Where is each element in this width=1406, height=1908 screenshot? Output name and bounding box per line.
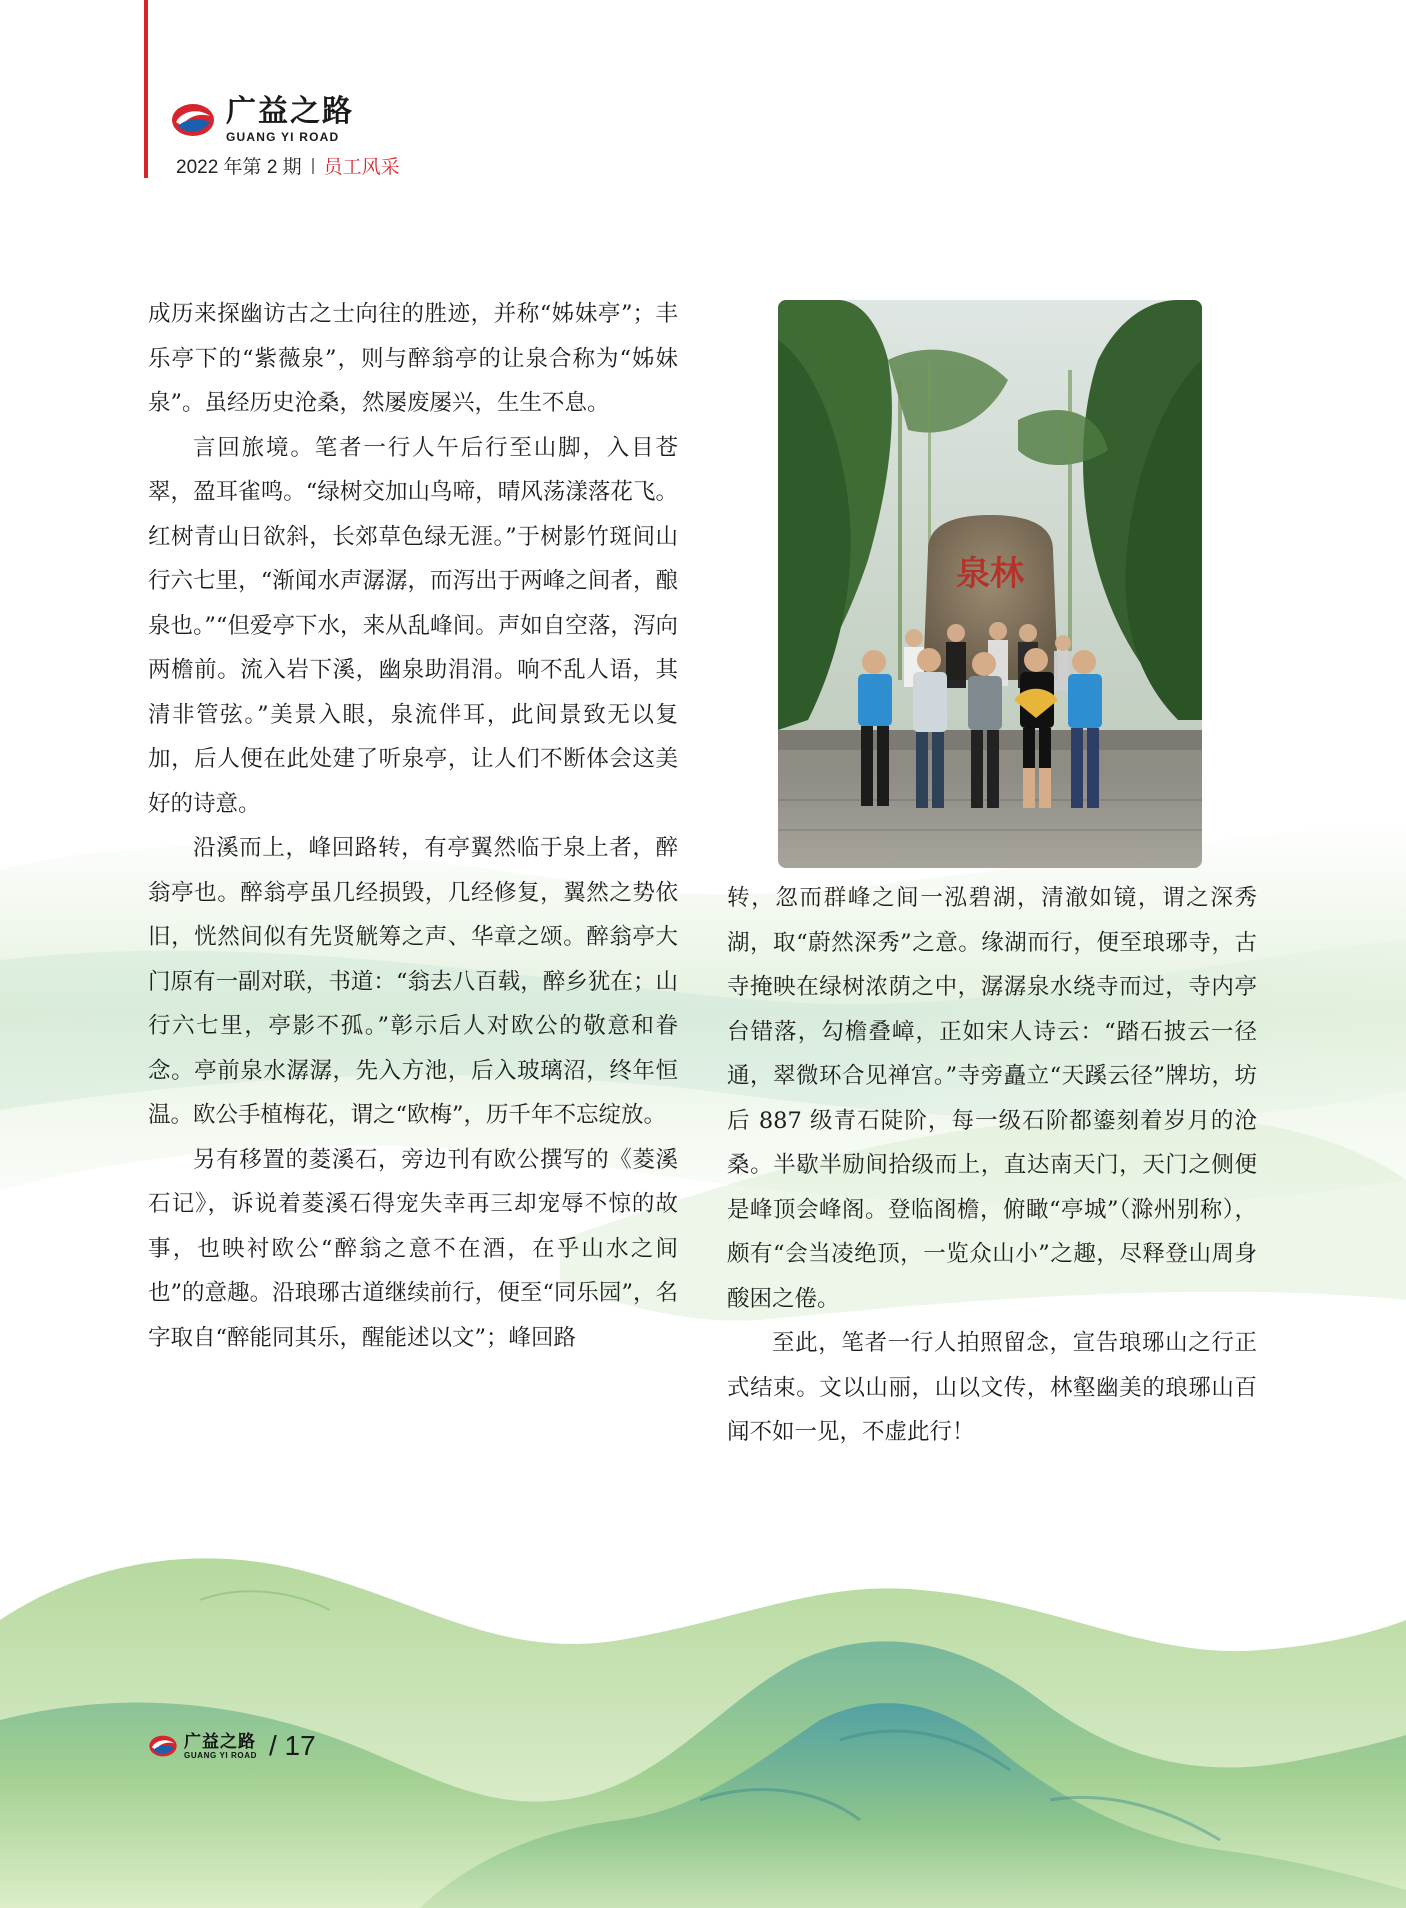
header-red-rule [144, 0, 148, 178]
issue-number: 2022 年第 2 期 [176, 157, 302, 178]
logo-swirl-icon [148, 1733, 178, 1759]
logo-swirl-icon [170, 100, 216, 140]
page-number: / 17 [269, 1730, 316, 1761]
group-photo-illustration [778, 300, 1202, 868]
masthead-logo [170, 96, 354, 144]
paragraph: 沿溪而上，峰回路转，有亭翼然临于泉上者，醉翁亭也。醉翁亭虽几经损毁，几经修复，翼然之势依旧，恍然间似有先贤觥筹之声、华章之颂。醉翁亭大门原有一副对联，书道：“翁去八百载，醉乡犹在；山行六七里，亭影不孤。”彰示后人对欧公的敬意和眷念。亭前泉水潺潺，先入方池，后入玻璃沼，终年恒温。欧公手植梅花，谓之“欧梅”，历千年不忘绽放。 [148, 835, 678, 1128]
paragraph: 另有移置的菱溪石，旁边刊有欧公撰写的《菱溪石记》，诉说着菱溪石得宠失幸再三却宠辱不惊的故事，也映衬欧公“醉翁之意不在酒，在乎山水之间也”的意趣。沿琅琊古道继续前行，便至“同乐园”，名字取自“醉能同其乐，醒能述以文”；峰回路 [148, 1146, 678, 1351]
footer-logo-chinese: 广益之路 [184, 1731, 256, 1752]
paragraph: 成历来探幽访古之士向往的胜迹，并称“姊妹亭”；丰乐亭下的“紫薇泉”，则与醉翁亭的让泉合称为“姊妹泉”。虽经历史沧桑，然屡废屡兴，生生不息。 [148, 301, 678, 416]
logo-chinese-name: 广益之路 [226, 94, 354, 129]
footer-logo-english: GUANG YI ROAD [184, 1750, 257, 1760]
article-left-column [148, 292, 678, 1360]
issue-line [176, 152, 400, 179]
paragraph: 言回旅境。笔者一行人午后行至山脚，入目苍翠，盈耳雀鸣。“绿树交加山鸟啼，晴风荡漾落花飞。红树青山日欲斜，长郊草色绿无涯。”于树影竹斑间山行六七里，“渐闻水声潺潺，而泻出于两峰之间者，酿泉也。”“但爱亭下水，来从乱峰间。声如自空落，泻向两檐前。流入岩下溪，幽泉助涓涓。响不乱人语，其清非管弦。”美景入眼，泉流伴耳，此间景致无以复加，后人便在此处建了听泉亭，让人们不断体会这美好的诗意。 [148, 434, 678, 817]
page-footer [148, 1730, 316, 1762]
group-photo [778, 300, 1202, 868]
article-right-column [727, 876, 1257, 1455]
paragraph: 转，忽而群峰之间一泓碧湖，清澈如镜，谓之深秀湖，取“蔚然深秀”之意。缘湖而行，便至琅琊寺，古寺掩映在绿树浓荫之中，潺潺泉水绕寺而过，寺内亭台错落，勾檐叠嶂，正如宋人诗云：“踏石披云一径通，翠微环合见禅宫。”寺旁矗立“天蹊云径”牌坊，坊后 887 级青石陡阶，每一级石阶都鎏刻着岁月的沧桑。半歇半励间拾级而上，直达南天门，天门之侧便是峰顶会峰阁。登临阁檐，俯瞰“亭城”（滁州别称），颇有“会当凌绝顶，一览众山小”之趣，尽释登山周身酸困之倦。 [727, 885, 1257, 1312]
logo-english-name: GUANG YI ROAD [226, 130, 340, 144]
issue-divider [312, 158, 314, 174]
stone-inscription-top: 泉林 [956, 554, 1024, 594]
paragraph: 至此，笔者一行人拍照留念，宣告琅琊山之行正式结束。文以山丽，山以文传，林壑幽美的琅琊山百闻不如一见，不虚此行！ [727, 1330, 1257, 1445]
section-name: 员工风采 [323, 157, 400, 178]
